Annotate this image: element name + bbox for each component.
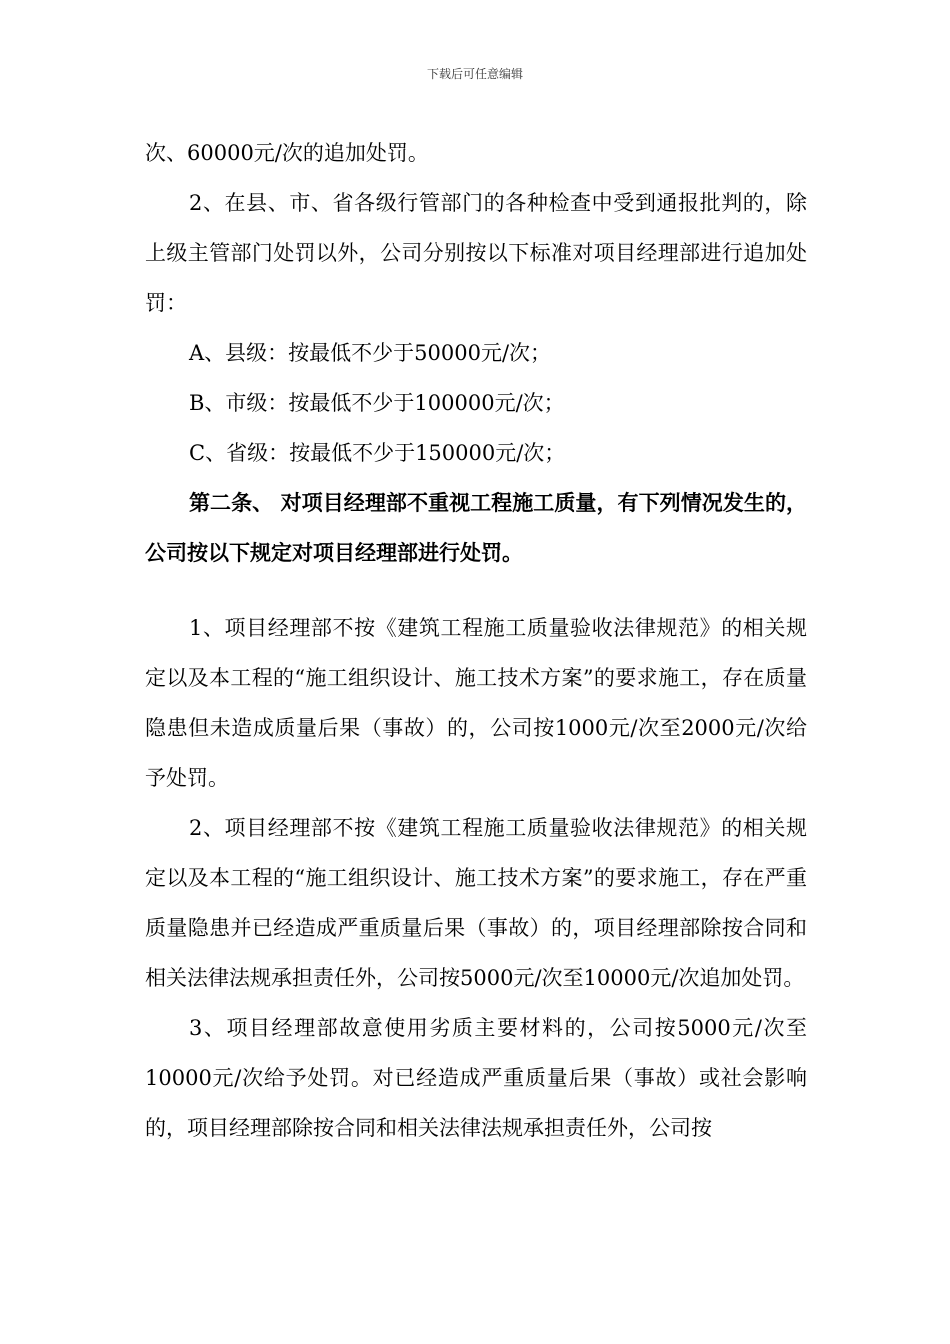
paragraph-county-level: A、县级：按最低不少于50000元/次； — [189, 341, 552, 365]
paragraph-city-level: B、市级：按最低不少于100000元/次； — [189, 391, 565, 415]
article-two-heading: 第二条、 对项目经理部不重视工程施工质量，有下列情况发生的，公司按以下规定对项目经理部进行处罚。 — [145, 491, 807, 565]
document-body — [145, 128, 807, 1153]
paragraph-quality-item-3: 3、项目经理部故意使用劣质主要材料的，公司按5000元/次至10000元/次给予处罚。对已经造成严重质量后果（事故）或社会影响的，项目经理部除按合同和相关法律法规承担责任外，公司按 — [145, 1016, 807, 1140]
paragraph-item-2: 2、在县、市、省各级行管部门的各种检查中受到通报批判的，除上级主管部门处罚以外，公司分别按以下标准对项目经理部进行追加处罚： — [145, 191, 807, 315]
paragraph-quality-item-2: 2、项目经理部不按《建筑工程施工质量验收法律规范》的相关规定以及本工程的“施工组织设计、施工技术方案”的要求施工，存在严重质量隐患并已经造成严重质量后果（事故）的，项目经理部除按合同和相关法律法规承担责任外，公司按5000元/次至10000元/次追加处罚。 — [145, 816, 807, 990]
paragraph-spacer — [145, 578, 807, 603]
paragraph-quality-item-1: 1、项目经理部不按《建筑工程施工质量验收法律规范》的相关规定以及本工程的“施工组织设计、施工技术方案”的要求施工，存在质量隐患但未造成质量后果（事故）的，公司按1000元/次至2000元/次给予处罚。 — [145, 616, 807, 790]
paragraph-continuation: 次、60000元/次的追加处罚。 — [145, 141, 429, 165]
page-header: 下载后可任意编辑 — [426, 67, 523, 81]
paragraph-province-level: C、省级：按最低不少于150000元/次； — [189, 441, 566, 465]
